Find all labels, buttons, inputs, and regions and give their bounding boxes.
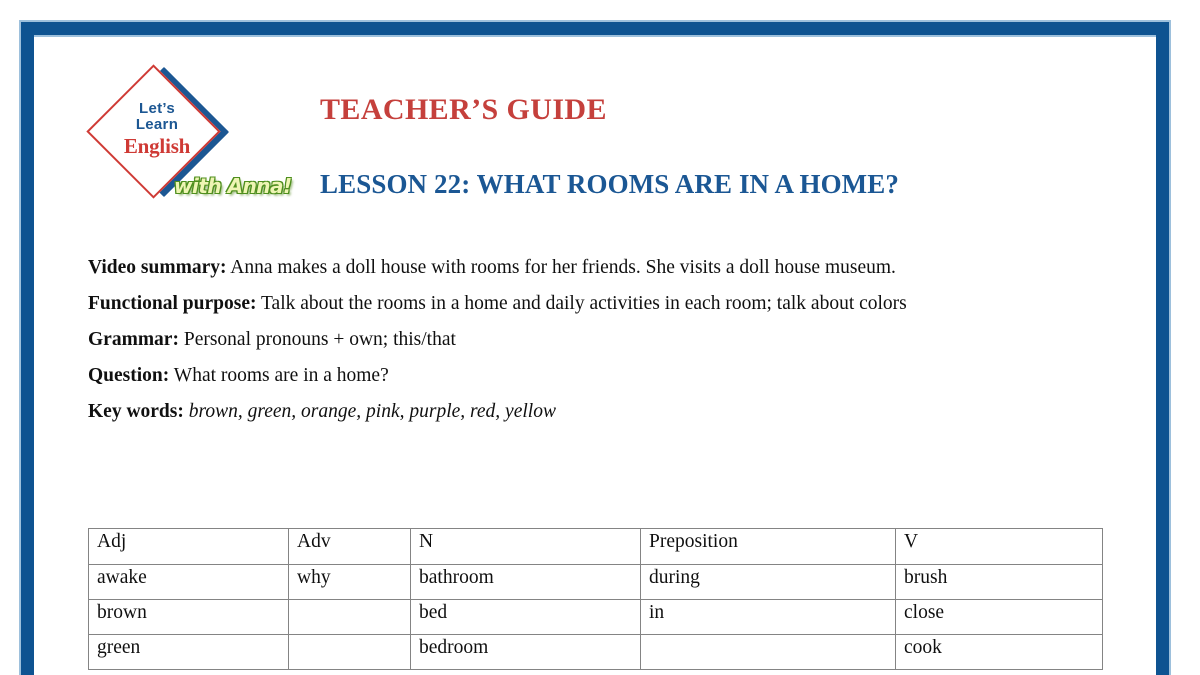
summary-line-0 <box>88 250 1113 285</box>
table-row <box>89 600 1103 635</box>
table-header-row <box>89 529 1103 565</box>
table-column-header: V <box>896 529 1103 565</box>
table-cell <box>289 600 411 635</box>
table-cell <box>289 635 411 670</box>
summary-line-label: Key words: <box>88 401 184 422</box>
summary-line-label: Video summary: <box>88 257 227 278</box>
table-cell: why <box>289 565 411 600</box>
table-cell: cook <box>896 635 1103 670</box>
title-block <box>320 37 1120 198</box>
page-border-top <box>21 22 1169 35</box>
logo-english-text: English <box>123 133 191 158</box>
page-content <box>34 37 1156 675</box>
table-column-header: Adj <box>89 529 289 565</box>
table-cell: green <box>89 635 289 670</box>
summary-line-3 <box>88 358 1113 393</box>
guide-title: TEACHER’S GUIDE <box>320 93 607 126</box>
summary-line-1 <box>88 286 1113 321</box>
table-row <box>89 635 1103 670</box>
table-column-header: Preposition <box>641 529 896 565</box>
summary-line-text: Talk about the rooms in a home and daily activities in each room; talk about colors <box>256 293 907 314</box>
table-cell: in <box>641 600 896 635</box>
key-vocabulary-table <box>88 528 1103 670</box>
summary-line-text: Personal pronouns + own; this/that <box>178 329 456 350</box>
logo-learn-text: Learn <box>135 115 179 133</box>
table-column-header: Adv <box>289 529 411 565</box>
lets-learn-english-logo <box>92 76 292 216</box>
table-cell: bed <box>411 600 641 635</box>
summary-line-text: brown, green, orange, pink, purple, red, yellow <box>183 401 556 422</box>
table-cell: brown <box>89 600 289 635</box>
summary-line-label: Functional purpose: <box>88 293 257 314</box>
summary-line-text: Anna makes a doll house with rooms for her friends. She visits a doll house museum. <box>226 257 896 278</box>
table-cell: bedroom <box>411 635 641 670</box>
page-border-left <box>21 22 34 675</box>
page-border-right <box>1156 22 1169 675</box>
table-row <box>89 565 1103 600</box>
table-column-header: N <box>411 529 641 565</box>
document-header <box>34 37 1156 222</box>
summary-line-text: What rooms are in a home? <box>169 365 389 386</box>
logo-with-anna-text: with Anna! <box>174 174 292 198</box>
summary-line-label: Question: <box>88 365 170 386</box>
table-cell: close <box>896 600 1103 635</box>
table-cell: bathroom <box>411 565 641 600</box>
summary-line-2 <box>88 322 1113 357</box>
logo-lets-text: Let’s <box>139 100 175 117</box>
summary-line-label: Grammar: <box>88 329 179 350</box>
table-cell <box>641 635 896 670</box>
table-body <box>89 565 1103 670</box>
lesson-title: LESSON 22: WHAT ROOMS ARE IN A HOME? <box>320 169 899 199</box>
lesson-summary-block <box>88 250 1113 430</box>
table-cell: awake <box>89 565 289 600</box>
page-border-highlight-right <box>1169 20 1171 675</box>
table-cell: during <box>641 565 896 600</box>
summary-line-4 <box>88 394 1113 429</box>
table-cell: brush <box>896 565 1103 600</box>
